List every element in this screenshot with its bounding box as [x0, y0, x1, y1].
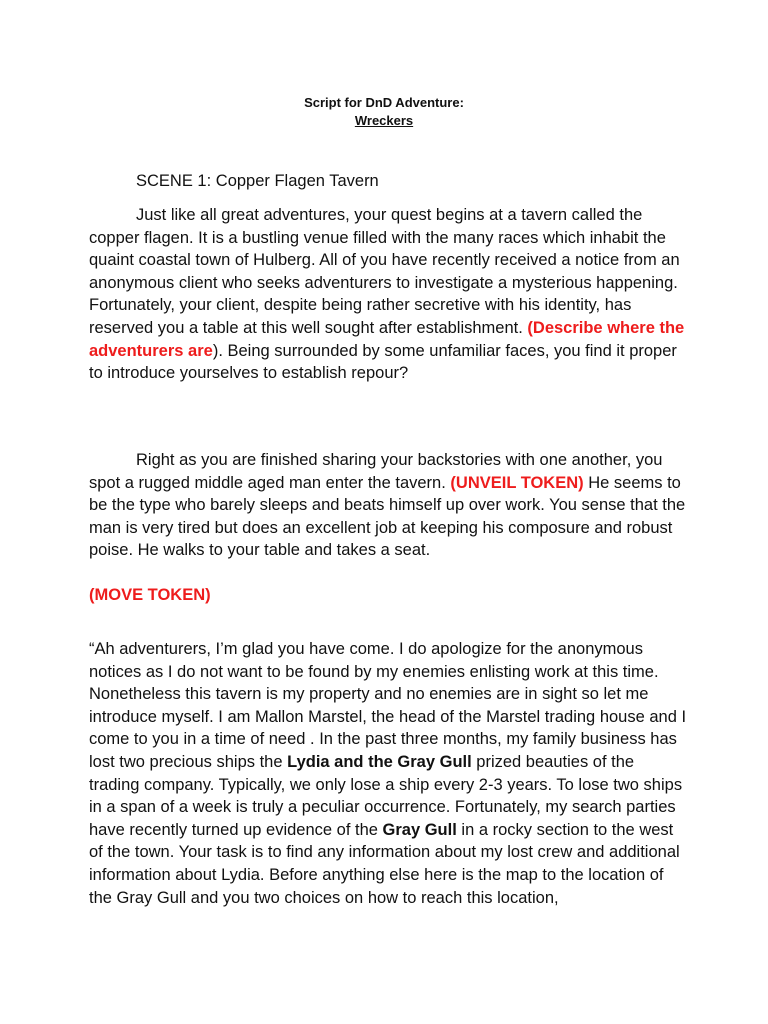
paragraph-text: prized beauties of the trading company. Typically, we only lose a ship every 2-3 years. To lose two ships in a span of a week is truly a peculiar occurrence. Fortunately, my search parties have recently turned up evidence of the [89, 752, 683, 839]
ship-names: Lydia and the Gray Gull [287, 752, 472, 771]
gm-cue-move-token: (MOVE TOKEN) [89, 586, 211, 604]
paragraph-mallon-speech [89, 638, 689, 909]
document-subtitle: Wreckers [354, 113, 414, 128]
gm-cue-describe: (Describe where the adventurers are [89, 318, 685, 360]
paragraph-text: Just like all great adventures, your quest begins at a tavern called the copper flagen. It is a bustling venue filled with the many races which inhabit the quaint coastal town of Hulberg. All of you have recently received a notice from an anonymous client who seeks adventurers to investigate a mysterious happening. Fortunately, your client, despite being rather secretive with his identity, has reserved you a table at this well sought after establishment. [89, 206, 680, 337]
document-title: Script for DnD Adventure: [304, 95, 464, 110]
paragraph-text: ). Being surrounded by some unfamiliar faces, you find it proper to introduce yourselves to establish repour? [89, 341, 677, 383]
paragraph-text: “Ah adventurers, I’m glad you have come. I do apologize for the anonymous notices as I do not want to be found by my enemies enlisting work at this time. Nonetheless this tavern is my property and no enemies are in sight so let me introduce myself. I am Mallon Marstel, the head of the Marstel trading house and I come to you in a time of need . In the past three months, my family business has lost two precious ships the [89, 640, 687, 771]
title-block [0, 94, 768, 130]
paragraph-text: Right as you are finished sharing your backstories with one another, you spot a rugged middle aged man enter the tavern. [89, 451, 663, 492]
gm-cue-unveil-token: (UNVEIL TOKEN) [450, 473, 584, 492]
paragraph-stranger-arrives [89, 449, 689, 562]
paragraph-text: He seems to be the type who barely sleeps and beats himself up over work. You sense that the man is very tired but does an excellent job at keeping his composure and robust poise. He walks to your table and takes a seat. [89, 473, 686, 560]
paragraph-text: in a rocky section to the west of the town. Your task is to find any information about my lost crew and additional information about Lydia. Before anything else here is the map to the location of the Gray Gull and you two choices on how to reach this location, [89, 820, 680, 907]
paragraph-tavern-intro [89, 204, 689, 385]
ship-name-gray-gull: Gray Gull [382, 820, 457, 839]
scene-heading: SCENE 1: Copper Flagen Tavern [136, 172, 379, 190]
